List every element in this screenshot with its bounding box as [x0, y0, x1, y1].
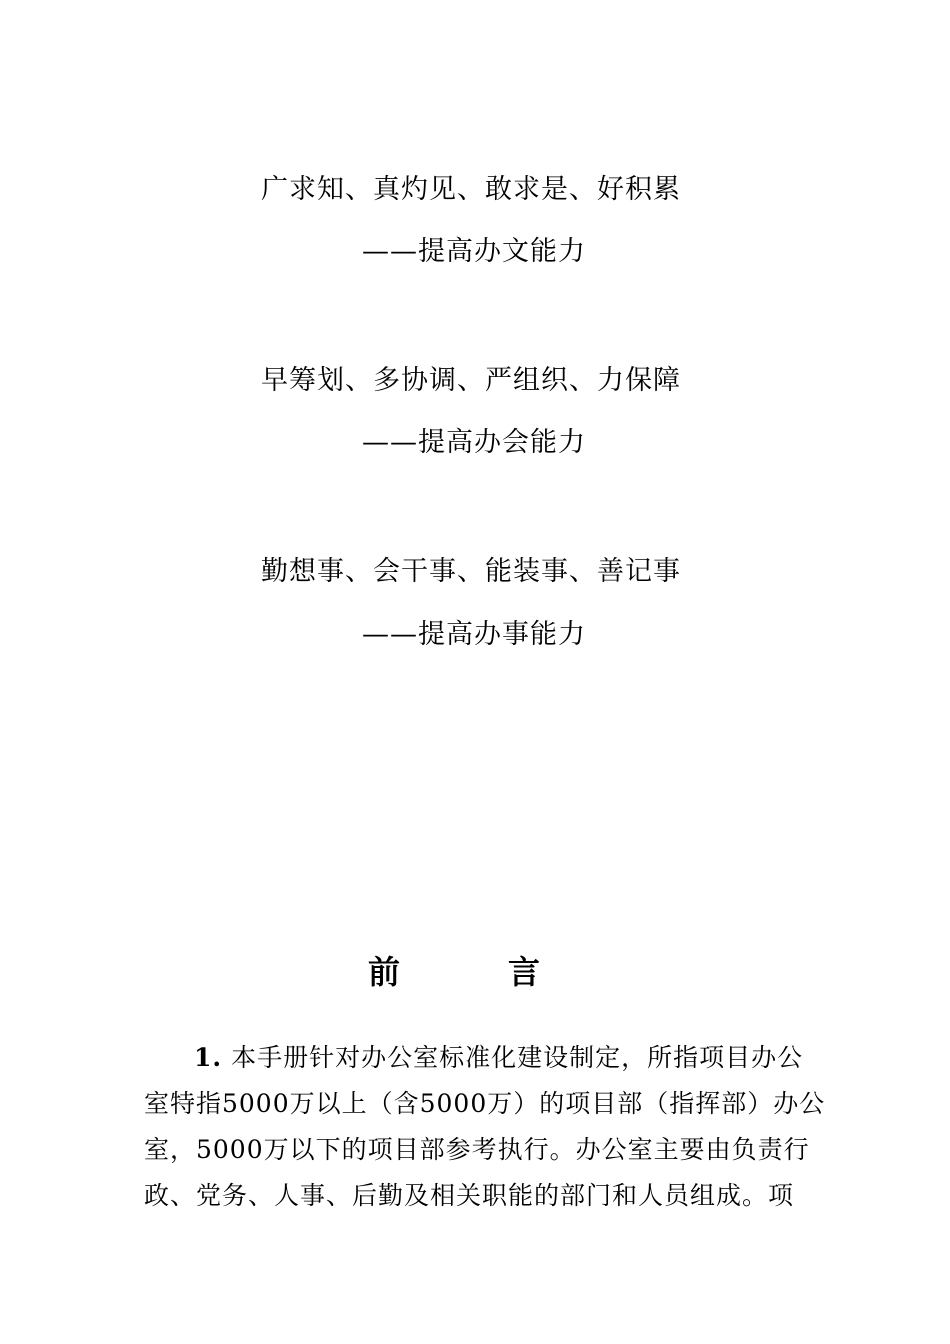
paragraph-line-3: 室，5000万以下的项目部参考执行。办公室主要由负责行	[144, 1135, 810, 1164]
motto-1-main: 广求知、真灼见、敢求是、好积累	[261, 174, 681, 205]
motto-3-sub: ——提高办事能力	[362, 619, 586, 650]
motto-1-sub: ——提高办文能力	[362, 236, 586, 267]
paragraph-line-1	[194, 1045, 803, 1070]
paragraph-line-1-text: 本手册针对办公室标准化建设制定，所指项目办公	[231, 1043, 804, 1072]
preface-title-char-2: 言	[508, 953, 541, 991]
paragraph-number: 1.	[194, 1043, 223, 1072]
motto-3-main: 勤想事、会干事、能装事、善记事	[261, 556, 681, 587]
preface-title-char-1: 前	[368, 953, 401, 991]
paragraph-line-2: 室特指5000万以上（含5000万）的项目部（指挥部）办公	[144, 1089, 826, 1118]
motto-2-main: 早筹划、多协调、严组织、力保障	[261, 365, 681, 396]
paragraph-line-4: 政、党务、人事、后勤及相关职能的部门和人员组成。项	[144, 1181, 795, 1210]
motto-2-sub: ——提高办会能力	[362, 427, 586, 458]
